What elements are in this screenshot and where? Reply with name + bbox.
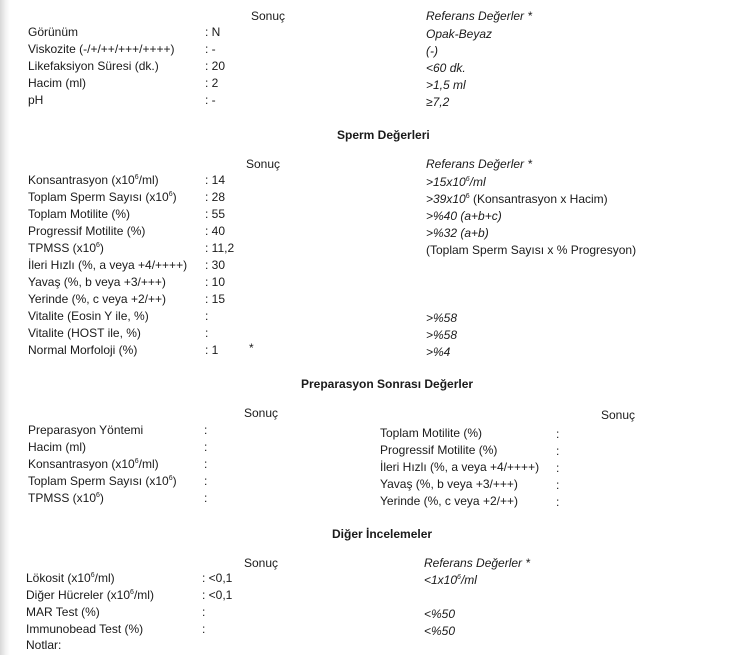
row-reference-text: >15x10 xyxy=(426,175,466,189)
row-label xyxy=(26,605,100,619)
row-reference xyxy=(424,573,477,587)
result-header-left: Sonuç xyxy=(244,406,279,420)
row-reference-exponent: 6 xyxy=(465,193,470,200)
notes-label: Notlar: xyxy=(26,638,62,652)
row-reference: <60 dk. xyxy=(426,61,466,75)
row-result: : xyxy=(205,326,209,340)
row-label xyxy=(28,423,143,437)
section-title-preparation: Preparasyon Sonrası Değerler xyxy=(301,377,474,391)
row-label xyxy=(28,457,159,471)
result-header: Sonuç xyxy=(251,9,286,23)
row-result: : xyxy=(202,605,206,619)
row-label-suffix: /ml) xyxy=(94,571,115,585)
reference-header: Referans Değerler * xyxy=(424,556,531,570)
row-reference: (-) xyxy=(426,44,438,58)
row-label-suffix: ) xyxy=(99,241,104,255)
row-label-text: Toplam Motilite (%) xyxy=(28,207,131,221)
row-reference xyxy=(426,345,450,359)
row-reference-text: <%50 xyxy=(424,607,456,621)
page-shadow-edge xyxy=(0,0,10,655)
row-label xyxy=(26,588,154,602)
row-result: : xyxy=(204,474,208,488)
row-reference-text: >%40 (a+b+c) xyxy=(426,209,502,223)
row-label: Likefaksiyon Süresi (dk.) xyxy=(28,59,159,73)
row-result: : 10 xyxy=(205,275,226,289)
row-label-suffix: ) xyxy=(172,474,177,488)
row-result: : 1 xyxy=(205,343,219,357)
row-label xyxy=(28,474,177,488)
row-reference-text: <1x10 xyxy=(424,573,458,587)
row-result: : xyxy=(556,444,560,458)
row-reference-suffix: (Konsantrasyon x Hacim) xyxy=(469,192,608,206)
row-label-text: Yavaş (%, b veya +3/+++) xyxy=(28,275,166,289)
row-label xyxy=(28,326,141,340)
row-label-exponent: 6 xyxy=(134,174,139,181)
row-label: pH xyxy=(28,93,44,107)
reference-header: Referans Değerler * xyxy=(426,9,533,23)
row-label xyxy=(28,275,166,289)
row-reference-suffix: /ml xyxy=(469,175,486,189)
row-label-exponent: 6 xyxy=(134,458,139,465)
row-reference-exponent: 6 xyxy=(457,574,461,581)
row-result: : xyxy=(204,457,208,471)
row-label-exponent: 6 xyxy=(90,572,95,579)
row-result: : xyxy=(556,461,560,475)
row-label-exponent: 6 xyxy=(96,492,100,499)
reference-header: Referans Değerler * xyxy=(426,157,533,171)
row-result: : xyxy=(205,309,209,323)
result-header-right: Sonuç xyxy=(601,408,636,422)
row-reference-suffix: /ml xyxy=(460,573,477,587)
row-label xyxy=(26,622,143,636)
row-reference xyxy=(426,175,486,189)
row-label xyxy=(28,491,104,505)
row-label-suffix: /ml) xyxy=(133,588,154,602)
row-label-text: Progressif Motilite (%) xyxy=(28,224,146,238)
result-header: Sonuç xyxy=(244,556,279,570)
row-result: : N xyxy=(205,25,221,39)
row-label-text: Konsantrasyon (x10 xyxy=(28,173,135,187)
row-result: : 30 xyxy=(205,258,226,272)
row-label: Görünüm xyxy=(28,25,79,39)
row-label xyxy=(28,343,137,357)
row-label xyxy=(28,292,166,306)
row-label: Yerinde (%, c veya +2/++) xyxy=(380,494,518,508)
row-result: : <0,1 xyxy=(202,588,233,602)
row-reference: >1,5 ml xyxy=(426,78,466,92)
row-result: : 11,2 xyxy=(205,241,235,255)
row-result: : 15 xyxy=(205,292,226,306)
row-reference xyxy=(426,328,457,342)
row-label-text: Vitalite (HOST ile, %) xyxy=(28,326,141,340)
row-label-exponent: 6 xyxy=(168,475,173,482)
row-label-text: Normal Morfoloji (%) xyxy=(28,343,138,357)
row-label: İleri Hızlı (%, a veya +4/++++) xyxy=(380,460,540,474)
row-reference xyxy=(426,311,457,325)
row-result: : xyxy=(204,423,208,437)
row-label-exponent: 6 xyxy=(130,589,134,596)
row-result: : 2 xyxy=(205,76,219,90)
row-label: Toplam Motilite (%) xyxy=(380,426,483,440)
row-result: : - xyxy=(205,42,216,56)
row-reference xyxy=(426,209,502,223)
row-label-text: Diğer Hücreler (x10 xyxy=(26,588,131,602)
row-reference xyxy=(426,226,489,240)
row-result: : - xyxy=(205,93,216,107)
row-reference: ≥7,2 xyxy=(426,95,450,109)
section-title-sperm: Sperm Değerleri xyxy=(337,128,430,142)
row-label-text: TPMSS (x10 xyxy=(28,241,97,255)
row-label-suffix: ) xyxy=(99,491,104,505)
row-result: : 55 xyxy=(205,207,226,221)
row-label-text: İleri Hızlı (%, a veya +4/++++) xyxy=(28,258,188,272)
row-label-text: Yerinde (%, c veya +2/++) xyxy=(28,292,166,306)
row-label-suffix: /ml) xyxy=(138,173,159,187)
row-reference-text: >%4 xyxy=(426,345,451,359)
row-reference-exponent: 6 xyxy=(465,176,470,183)
row-label xyxy=(28,241,104,255)
row-label-text: TPMSS (x10 xyxy=(28,491,97,505)
row-result: : 20 xyxy=(205,59,226,73)
row-reference-text: >%32 (a+b) xyxy=(426,226,489,240)
row-label-text: MAR Test (%) xyxy=(26,605,100,619)
row-reference-text: >39x10 xyxy=(426,192,466,206)
row-result: : xyxy=(202,622,206,636)
row-reference-text: <%50 xyxy=(424,624,456,638)
row-reference xyxy=(424,607,455,621)
row-label xyxy=(28,190,177,204)
row-label: Yavaş (%, b veya +3/+++) xyxy=(380,477,518,491)
row-result: : xyxy=(556,427,560,441)
row-label xyxy=(28,309,149,323)
row-label-text: Preparasyon Yöntemi xyxy=(28,423,144,437)
row-result: : 40 xyxy=(205,224,226,238)
row-reference: Opak-Beyaz xyxy=(426,27,493,41)
row-reference-text: (Toplam Sperm Sayısı x % Progresyon) xyxy=(426,243,637,257)
row-label-exponent: 6 xyxy=(168,191,173,198)
row-label xyxy=(28,207,130,221)
row-result: : xyxy=(204,440,208,454)
row-label-suffix: /ml) xyxy=(138,457,159,471)
row-label: Hacim (ml) xyxy=(28,76,86,90)
row-label xyxy=(26,571,115,585)
row-label xyxy=(28,224,145,238)
row-reference-text: >%58 xyxy=(426,328,458,342)
row-label-text: Toplam Sperm Sayısı (x10 xyxy=(28,190,169,204)
row-label-suffix: ) xyxy=(172,190,177,204)
row-result: : 14 xyxy=(205,173,226,187)
row-label: Progressif Motilite (%) xyxy=(380,443,498,457)
row-label-text: Lökosit (x10 xyxy=(26,571,91,585)
row-label-text: Immunobead Test (%) xyxy=(26,622,144,636)
row-reference xyxy=(426,243,636,257)
result-header: Sonuç xyxy=(246,157,281,171)
row-result: : xyxy=(556,478,560,492)
row-label-exponent: 6 xyxy=(96,242,100,249)
section-title-other: Diğer İncelemeler xyxy=(332,527,433,541)
abnormal-flag: * xyxy=(249,341,254,355)
row-result: : 28 xyxy=(205,190,226,204)
row-result: : xyxy=(556,495,560,509)
row-label-text: Toplam Sperm Sayısı (x10 xyxy=(28,474,169,488)
row-label xyxy=(28,173,159,187)
row-reference xyxy=(426,192,608,206)
row-reference xyxy=(424,624,455,638)
row-label xyxy=(28,258,187,272)
row-label-text: Vitalite (Eosin Y ile, %) xyxy=(28,309,149,323)
row-reference-text: >%58 xyxy=(426,311,458,325)
row-result: : xyxy=(204,491,208,505)
row-label: Viskozite (-/+/++/+++/++++) xyxy=(28,42,175,56)
row-label-text: Hacim (ml) xyxy=(28,440,86,454)
row-label-text: Konsantrasyon (x10 xyxy=(28,457,135,471)
row-result: : <0,1 xyxy=(202,571,233,585)
row-label xyxy=(28,440,86,454)
